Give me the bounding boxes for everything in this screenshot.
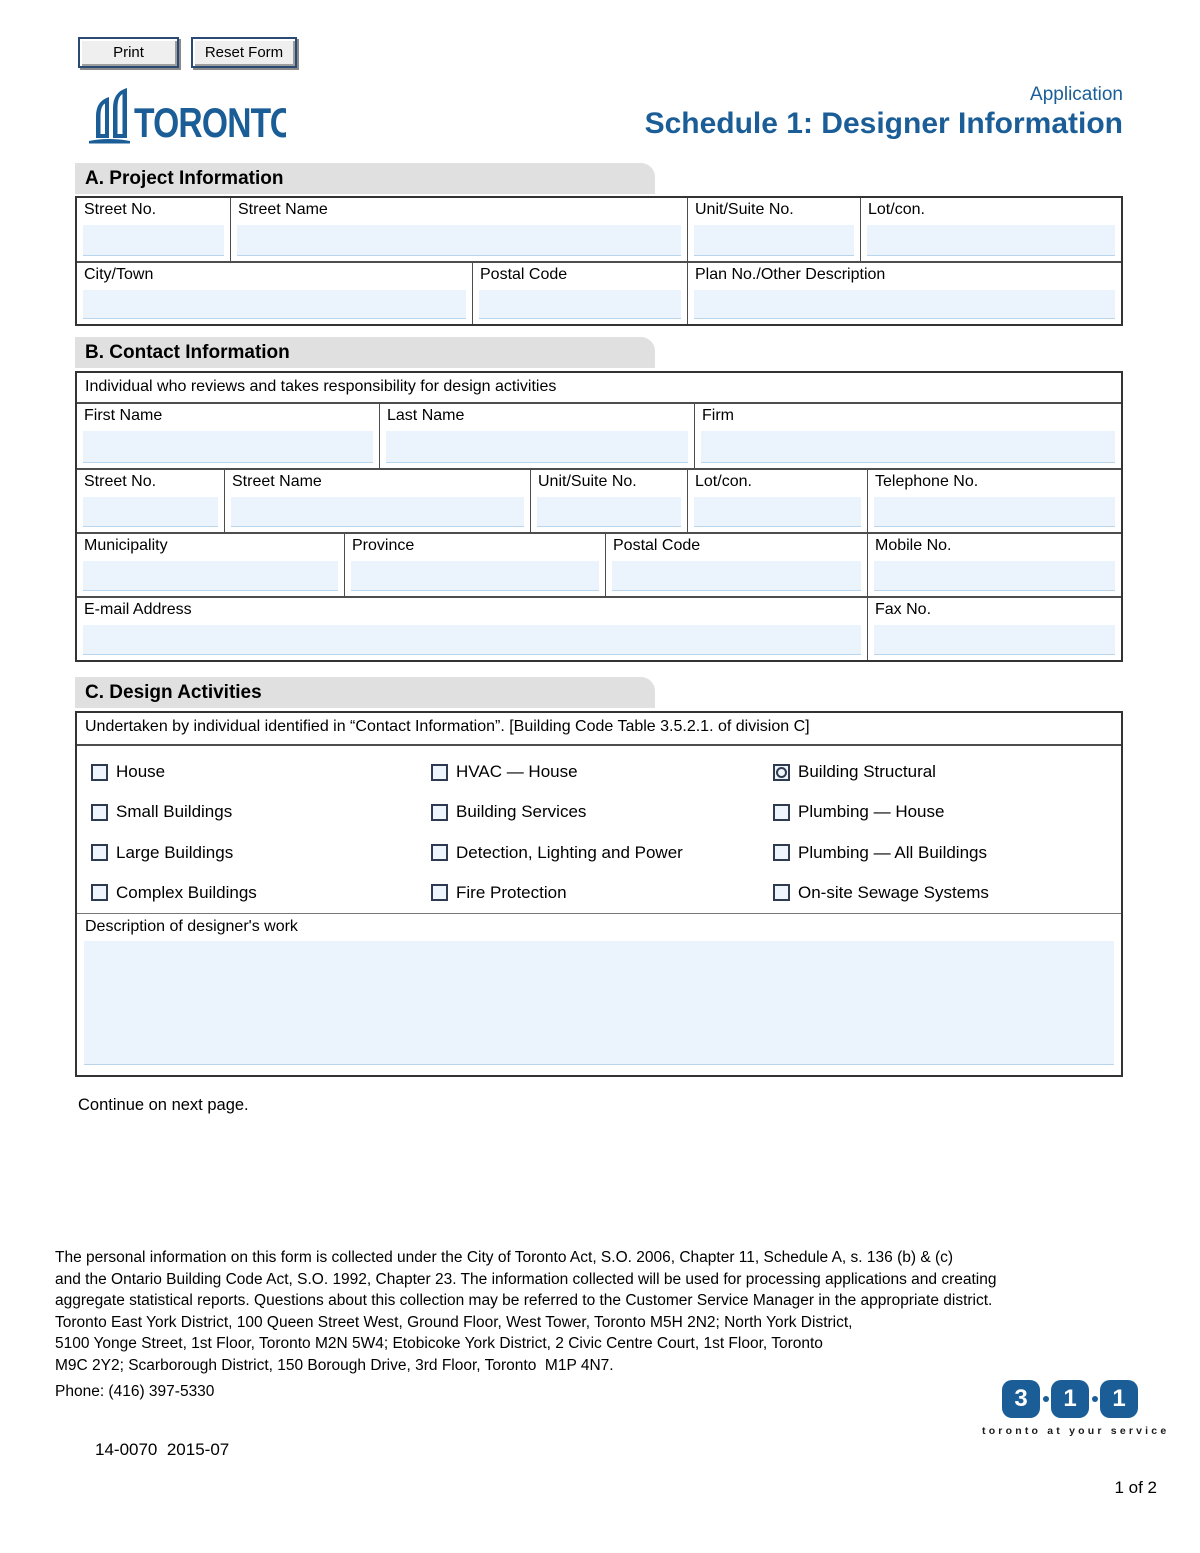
section-b-table: [75, 371, 1123, 662]
privacy-line: and the Ontario Building Code Act, S.O. 1992, Chapter 23. The information collected will be used for processing applications and creating: [55, 1270, 997, 1288]
firm-input[interactable]: [701, 431, 1115, 463]
section-a-table: [75, 196, 1123, 326]
reset-form-button[interactable]: Reset Form: [191, 37, 297, 68]
description-label: Description of designer's work: [85, 918, 298, 935]
toronto-logo-text: TORONTO: [134, 100, 286, 147]
description-row: [77, 913, 1121, 1075]
complex-buildings-checkbox[interactable]: [91, 884, 108, 901]
fire-protection-checkbox[interactable]: [431, 884, 448, 901]
checkbox-item-fire-protection: [431, 873, 773, 913]
field-label: Province: [352, 537, 415, 554]
field-firm: [694, 404, 1121, 468]
checkbox-label: Large Buildings: [116, 842, 234, 862]
field-lot-con: [860, 198, 1121, 261]
field-last-name: [379, 404, 694, 468]
onsite-sewage-checkbox[interactable]: [773, 884, 790, 901]
field-street-no: [77, 198, 230, 261]
field-label: Lot/con.: [868, 201, 925, 218]
field-label: Unit/Suite No.: [538, 473, 637, 490]
field-label: Last Name: [387, 407, 465, 424]
city-town-input[interactable]: [83, 290, 466, 319]
field-label: E-mail Address: [84, 601, 192, 618]
checkbox-item-plumbing-all-buildings: [773, 833, 1121, 873]
toronto-logo: [86, 82, 286, 153]
house-checkbox[interactable]: [91, 764, 108, 781]
table-row: [77, 596, 1121, 660]
digit-1-icon: 1: [1051, 1380, 1089, 1418]
field-label: Street No.: [84, 473, 157, 490]
field-label: Telephone No.: [875, 473, 979, 490]
detection-lighting-power-checkbox[interactable]: [431, 844, 448, 861]
field-label: Mobile No.: [875, 537, 952, 554]
section-c-intro: Undertaken by individual identified in “Contact Information”. [Building Code Table 3.5.2.1. of division C]: [77, 713, 1121, 746]
checkbox-item-plumbing-house: [773, 792, 1121, 832]
field-email: [77, 598, 867, 660]
checkbox-label: Complex Buildings: [116, 882, 257, 902]
description-input[interactable]: [84, 941, 1114, 1065]
table-row: [77, 468, 1121, 532]
lot-con-input[interactable]: [867, 225, 1115, 256]
field-unit-suite: [530, 470, 687, 532]
checkbox-label: Small Buildings: [116, 802, 233, 822]
field-label: Municipality: [84, 537, 168, 554]
contact-postal-code-input[interactable]: [612, 561, 861, 591]
field-province: [344, 534, 605, 596]
field-mobile: [867, 534, 1121, 596]
field-first-name: [77, 404, 379, 468]
field-label: Firm: [702, 407, 734, 424]
field-label: Street Name: [238, 201, 328, 218]
unit-suite-input[interactable]: [694, 225, 854, 256]
telephone-input[interactable]: [874, 497, 1115, 527]
page-indicator: 1 of 2: [1114, 1478, 1157, 1497]
checkbox-label: HVAC — House: [456, 762, 578, 781]
header: [645, 84, 1123, 142]
checkbox-item-small-buildings: [91, 792, 431, 832]
checkbox-item-hvac-house: [431, 752, 773, 792]
digit-3-icon: 3: [1002, 1380, 1040, 1418]
continue-note: Continue on next page.: [78, 1096, 249, 1114]
field-label: Lot/con.: [695, 473, 752, 490]
focus-circle-marker: [776, 767, 787, 778]
section-c-table: [75, 711, 1123, 1077]
checkbox-label: Building Services: [456, 802, 587, 822]
checkbox-item-building-services: [431, 792, 773, 832]
table-row: [77, 404, 1121, 468]
field-postal-code: [605, 534, 867, 596]
checkbox-label: House: [116, 762, 166, 781]
field-lot-con: [687, 470, 867, 532]
checkbox-label: Detection, Lighting and Power: [456, 842, 683, 862]
print-button[interactable]: Print: [78, 37, 179, 68]
email-input[interactable]: [83, 625, 861, 655]
checkbox-item-detection-lighting-power: [431, 833, 773, 873]
section-c-heading: C. Design Activities: [75, 677, 655, 708]
fax-input[interactable]: [874, 625, 1115, 655]
phone-number: Phone: (416) 397-5330: [55, 1383, 215, 1400]
table-row: [77, 532, 1121, 596]
checkbox-item-building-structural: [773, 752, 1121, 792]
checkbox-label: Fire Protection: [456, 882, 567, 902]
field-label: Plan No./Other Description: [695, 266, 886, 283]
field-label: Street Name: [232, 473, 322, 490]
field-municipality: [77, 534, 344, 596]
plan-no-input[interactable]: [694, 290, 1115, 319]
field-plan-no: [687, 263, 1121, 324]
hvac-house-checkbox[interactable]: [431, 764, 448, 781]
field-label: City/Town: [84, 266, 154, 283]
dot-icon: [1092, 1396, 1098, 1402]
field-street-name: [230, 198, 687, 261]
contact-unit-suite-input[interactable]: [537, 497, 681, 527]
checkbox-item-onsite-sewage: [773, 873, 1121, 913]
plumbing-house-checkbox[interactable]: [773, 804, 790, 821]
table-row: [77, 261, 1121, 324]
section-b-intro: Individual who reviews and takes responsibility for design activities: [77, 373, 1121, 404]
page-title: Schedule 1: Designer Information: [644, 107, 1123, 140]
privacy-line: aggregate statistical reports. Questions about this collection may be referred to the Customer Service Manager in the appropriate district.: [55, 1292, 993, 1309]
section-a-heading: A. Project Information: [75, 163, 655, 194]
field-street-name: [224, 470, 530, 532]
contact-street-name-input[interactable]: [231, 497, 524, 527]
street-name-input[interactable]: [237, 225, 681, 256]
checkbox-item-large-buildings: [91, 833, 431, 873]
checkbox-label: On-site Sewage Systems: [798, 882, 989, 902]
design-activities-grid: [77, 746, 1121, 913]
field-telephone: [867, 470, 1121, 532]
plumbing-all-buildings-checkbox[interactable]: [773, 844, 790, 861]
logo-311: [982, 1380, 1170, 1437]
digit-1-icon: 1: [1100, 1380, 1138, 1418]
field-label: Street No.: [84, 201, 157, 218]
field-label: First Name: [84, 407, 163, 424]
section-b-heading: B. Contact Information: [75, 337, 655, 368]
building-services-checkbox[interactable]: [431, 804, 448, 821]
field-city-town: [77, 263, 472, 324]
privacy-line: 5100 Yonge Street, 1st Floor, Toronto M2N 5W4; Etobicoke York District, 2 Civic Centre Court, 1st Floor, Toronto: [55, 1335, 823, 1352]
checkbox-item-house: [91, 752, 431, 792]
privacy-line: The personal information on this form is collected under the City of Toronto Act, S.O. 2006, Chapter 11, Schedule A, s. 136 (b) & (c): [55, 1249, 954, 1266]
logo-311-digits: [982, 1380, 1158, 1418]
large-buildings-checkbox[interactable]: [91, 844, 108, 861]
field-street-no: [77, 470, 224, 532]
province-input[interactable]: [351, 561, 599, 591]
small-buildings-checkbox[interactable]: [91, 804, 108, 821]
logo-311-tagline: toronto at your service: [982, 1425, 1170, 1437]
last-name-input[interactable]: [386, 431, 688, 463]
field-postal-code: [472, 263, 687, 324]
field-label: Fax No.: [875, 601, 932, 618]
toronto-city-hall-icon: [86, 82, 286, 148]
checkbox-label: Plumbing — House: [798, 802, 945, 822]
field-label: Postal Code: [480, 266, 568, 283]
contact-lot-con-input[interactable]: [694, 497, 861, 527]
building-structural-checkbox[interactable]: [773, 764, 790, 781]
field-label: Unit/Suite No.: [695, 201, 794, 218]
checkbox-label: Plumbing — All Buildings: [798, 842, 987, 862]
table-row: [77, 198, 1121, 261]
postal-code-input[interactable]: [479, 290, 681, 319]
street-no-input[interactable]: [83, 225, 224, 256]
application-label: Application: [1030, 84, 1123, 105]
checkbox-item-complex-buildings: [91, 873, 431, 913]
first-name-input[interactable]: [83, 431, 373, 463]
mobile-input[interactable]: [874, 561, 1115, 591]
form-number: 14-0070 2015-07: [95, 1440, 230, 1459]
privacy-line: M9C 2Y2; Scarborough District, 150 Borough Drive, 3rd Floor, Toronto M1P 4N7.: [55, 1356, 614, 1374]
field-label: Postal Code: [613, 537, 701, 554]
privacy-line: Toronto East York District, 100 Queen Street West, Ground Floor, West Tower, Toronto M5H 2N2; North York District,: [55, 1313, 853, 1331]
municipality-input[interactable]: [83, 561, 338, 591]
dot-icon: [1043, 1396, 1049, 1402]
checkbox-label: Building Structural: [798, 762, 936, 781]
field-unit-suite: [687, 198, 860, 261]
contact-street-no-input[interactable]: [83, 497, 218, 527]
field-fax: [867, 598, 1121, 660]
